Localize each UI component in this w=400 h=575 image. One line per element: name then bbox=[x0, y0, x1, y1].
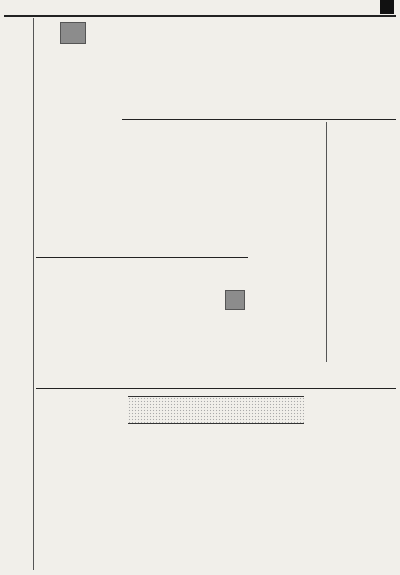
article-7-col-1 bbox=[36, 392, 126, 572]
column-divider bbox=[33, 18, 34, 570]
article-5-body-a bbox=[330, 122, 358, 362]
article-2-body-a bbox=[165, 42, 225, 117]
columnist-photo bbox=[225, 290, 245, 310]
article-3-continued bbox=[125, 262, 245, 384]
article-7-col-3 bbox=[218, 426, 304, 572]
article-6-body bbox=[36, 275, 122, 387]
header-rule bbox=[4, 15, 396, 17]
section-rule bbox=[122, 119, 396, 120]
article-2-intro bbox=[125, 20, 165, 115]
section-rule bbox=[36, 257, 248, 258]
article-3-body-a bbox=[125, 122, 173, 232]
article-2-body-c bbox=[291, 42, 351, 117]
article-1-body-cont bbox=[36, 185, 122, 255]
article-1-title-block bbox=[36, 22, 58, 172]
article-4-intro bbox=[252, 122, 324, 174]
page-number bbox=[380, 0, 394, 14]
article-1-body bbox=[60, 44, 122, 184]
subscription-ad-text bbox=[4, 178, 30, 498]
subscription-ad bbox=[4, 18, 30, 570]
article-4-body bbox=[252, 190, 324, 260]
article-5-title-block bbox=[362, 126, 392, 326]
article-7-col-4 bbox=[308, 392, 396, 572]
article-3-body-b bbox=[192, 122, 248, 232]
article-5-footnote bbox=[330, 365, 396, 385]
article-2-body-d bbox=[354, 20, 396, 117]
article-7-headline-banner bbox=[128, 396, 304, 424]
article-5-body-b bbox=[362, 300, 396, 362]
article-3-title-block bbox=[175, 122, 189, 232]
article-2-body-b bbox=[228, 42, 288, 117]
column-divider bbox=[326, 122, 327, 362]
article-7-col-2 bbox=[128, 426, 214, 572]
author-photo bbox=[60, 22, 86, 44]
legal-qa-column bbox=[252, 262, 324, 384]
section-rule bbox=[36, 388, 396, 389]
